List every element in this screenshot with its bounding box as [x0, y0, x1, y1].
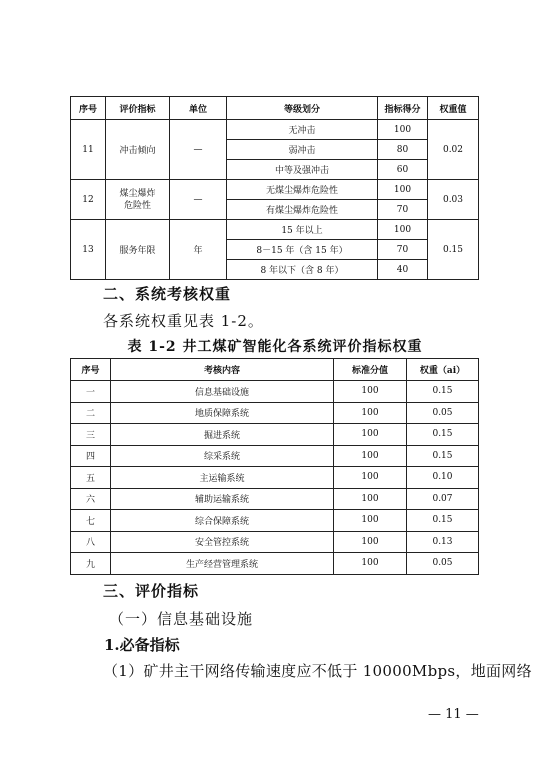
row-number: 七	[71, 510, 111, 532]
row-number: 九	[71, 553, 111, 575]
indicator-table-continued	[70, 96, 479, 280]
subsection-heading: （一）信息基础设施	[109, 610, 254, 628]
standard-score-cell: 100	[334, 445, 407, 467]
table-row	[71, 531, 479, 553]
weight-cell: 0.07	[407, 488, 479, 510]
row-number: 11	[71, 120, 106, 180]
page-number: — 11 —	[428, 707, 479, 722]
weight-cell: 0.15	[407, 445, 479, 467]
header-cell: 权重值	[428, 97, 479, 120]
section-heading: 三、评价指标	[103, 582, 200, 600]
row-number: 三	[71, 424, 111, 446]
indicator-line: 煤尘爆炸	[119, 188, 156, 199]
weight-cell: 0.02	[428, 120, 479, 180]
row-number: 二	[71, 402, 111, 424]
indicator-name: 冲击倾向	[106, 120, 170, 180]
weight-cell: 0.13	[407, 531, 479, 553]
standard-score-cell: 100	[334, 381, 407, 403]
indicator-name	[106, 180, 170, 220]
table-row	[71, 467, 479, 489]
standard-score-cell: 100	[334, 402, 407, 424]
row-number: 八	[71, 531, 111, 553]
score-cell: 70	[378, 240, 428, 260]
standard-score-cell: 100	[334, 553, 407, 575]
weight-cell: 0.05	[407, 402, 479, 424]
table-row	[71, 220, 479, 240]
weight-cell: 0.10	[407, 467, 479, 489]
header-cell: 等级划分	[227, 97, 378, 120]
indicator-line: 危险性	[123, 200, 151, 211]
level-cell: 有煤尘爆炸危险性	[227, 200, 378, 220]
unit-cell: —	[170, 180, 227, 220]
score-cell: 70	[378, 200, 428, 220]
body-paragraph: 各系统权重见表 1-2。	[103, 312, 264, 330]
header-cell: 单位	[170, 97, 227, 120]
row-number: 四	[71, 445, 111, 467]
unit-cell: —	[170, 120, 227, 180]
level-cell: 无冲击	[227, 120, 378, 140]
body-paragraph: （1）矿井主干网络传输速度应不低于 10000Mbps，地面网络	[103, 662, 532, 680]
content-cell: 安全管控系统	[111, 531, 334, 553]
content-cell: 生产经营管理系统	[111, 553, 334, 575]
header-cell: 标准分值	[334, 359, 407, 381]
table-row	[71, 402, 479, 424]
level-cell: 8－15 年（含 15 年）	[227, 240, 378, 260]
header-cell: 考核内容	[111, 359, 334, 381]
standard-score-cell: 100	[334, 488, 407, 510]
header-cell: 权重（ai）	[407, 359, 479, 381]
level-cell: 中等及强冲击	[227, 160, 378, 180]
header-cell: 序号	[71, 97, 106, 120]
row-number: 12	[71, 180, 106, 220]
weight-cell: 0.03	[428, 180, 479, 220]
score-cell: 80	[378, 140, 428, 160]
table-row	[71, 510, 479, 532]
score-cell: 60	[378, 160, 428, 180]
standard-score-cell: 100	[334, 424, 407, 446]
content-cell: 地质保障系统	[111, 402, 334, 424]
content-cell: 辅助运输系统	[111, 488, 334, 510]
score-cell: 100	[378, 120, 428, 140]
weight-cell: 0.15	[407, 381, 479, 403]
row-number: 六	[71, 488, 111, 510]
weight-cell: 0.15	[428, 220, 479, 280]
header-cell: 指标得分	[378, 97, 428, 120]
row-number: 13	[71, 220, 106, 280]
table-row	[71, 424, 479, 446]
header-cell: 序号	[71, 359, 111, 381]
level-cell: 15 年以上	[227, 220, 378, 240]
table-row	[71, 180, 479, 200]
table-row	[71, 445, 479, 467]
content-cell: 综采系统	[111, 445, 334, 467]
level-cell: 8 年以下（含 8 年）	[227, 260, 378, 280]
score-cell: 40	[378, 260, 428, 280]
sub-subsection-heading: 1.必备指标	[104, 636, 180, 654]
weight-cell: 0.15	[407, 510, 479, 532]
content-cell: 掘进系统	[111, 424, 334, 446]
system-weight-table	[70, 358, 479, 575]
section-heading: 二、系统考核权重	[103, 285, 232, 303]
content-cell: 综合保障系统	[111, 510, 334, 532]
weight-cell: 0.05	[407, 553, 479, 575]
unit-cell: 年	[170, 220, 227, 280]
content-cell: 信息基础设施	[111, 381, 334, 403]
row-number: 五	[71, 467, 111, 489]
row-number: 一	[71, 381, 111, 403]
content-cell: 主运输系统	[111, 467, 334, 489]
table-row	[71, 120, 479, 140]
header-cell: 评价指标	[106, 97, 170, 120]
table-header-row	[71, 97, 479, 120]
score-cell: 100	[378, 220, 428, 240]
level-cell: 弱冲击	[227, 140, 378, 160]
table-row	[71, 381, 479, 403]
table-row	[71, 488, 479, 510]
table-row	[71, 553, 479, 575]
level-cell: 无煤尘爆炸危险性	[227, 180, 378, 200]
weight-cell: 0.15	[407, 424, 479, 446]
standard-score-cell: 100	[334, 467, 407, 489]
score-cell: 100	[378, 180, 428, 200]
table-header-row	[71, 359, 479, 381]
standard-score-cell: 100	[334, 510, 407, 532]
standard-score-cell: 100	[334, 531, 407, 553]
table-caption: 表 1-2 井工煤矿智能化各系统评价指标权重	[127, 339, 423, 355]
indicator-name: 服务年限	[106, 220, 170, 280]
